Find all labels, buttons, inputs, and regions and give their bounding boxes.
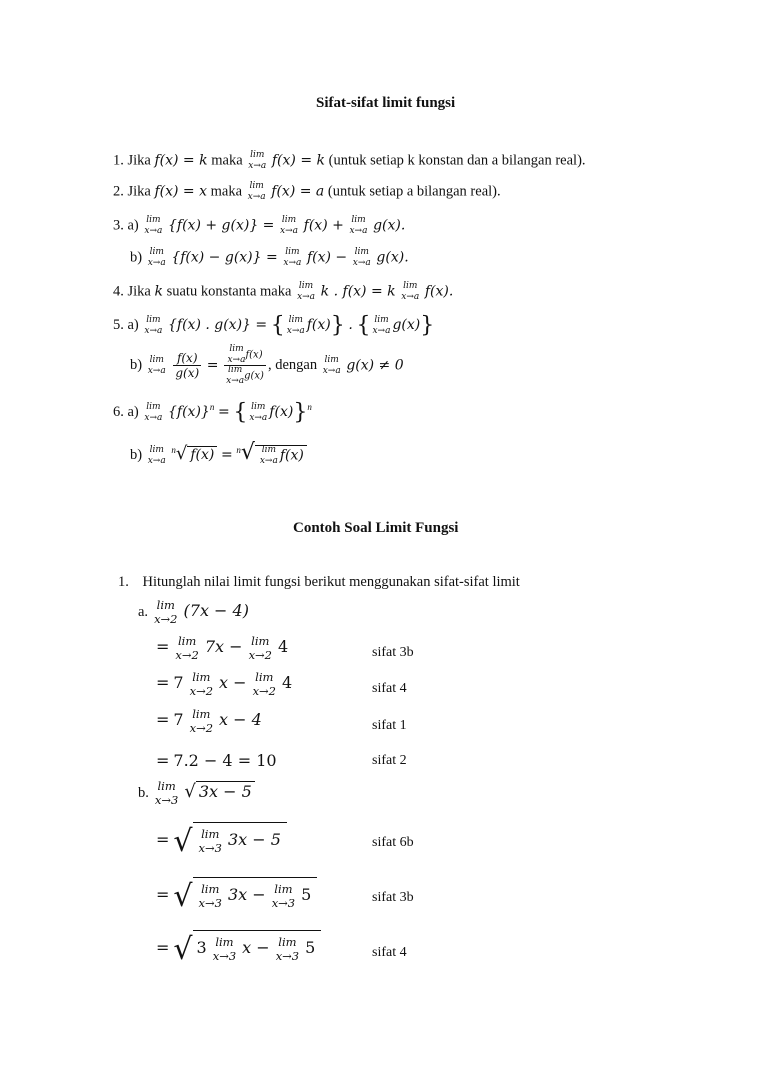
radical-icon: √ bbox=[240, 440, 255, 465]
section-title: Contoh Soal Limit Fungsi bbox=[293, 520, 459, 536]
step-b3: = √ 3 lim x→3 x − lim x→3 5 bbox=[156, 930, 321, 967]
property-5b: b) lim x→a $\frac{f(x)}{g(x)}$ = lim x→a f(x) lim x→a g(x) , dengan lim x→a g(x) ≠ 0 bbox=[130, 344, 404, 386]
example-a: a. lim x→2 (7x − 4) bbox=[138, 598, 249, 626]
limit-operator: lim x→2 bbox=[154, 598, 178, 626]
item-number: 4. bbox=[113, 283, 124, 300]
example-b: b. lim x→3 √ 3x − 5 bbox=[138, 781, 255, 806]
radical-icon: √ bbox=[173, 824, 193, 859]
item-number: 3. bbox=[113, 217, 124, 234]
property-5a: 5. a) lim x→a {f(x) . g(x)} = { lim x→a f(x)} . { lim x→a g(x)} bbox=[113, 313, 435, 338]
limit-operator: lim x→a bbox=[297, 281, 316, 302]
limit-operator: lim x→a bbox=[147, 247, 166, 268]
radical-icon: √ bbox=[173, 932, 193, 967]
limit-operator: lim x→a bbox=[144, 215, 163, 236]
page-title: Sifat-sifat limit fungsi bbox=[316, 95, 456, 111]
step-note: sifat 1 bbox=[372, 718, 407, 733]
fraction: $\frac{f(x)}{g(x)}$ bbox=[175, 351, 200, 380]
step-note: sifat 4 bbox=[372, 681, 407, 696]
limit-fraction: lim x→a f(x) lim x→a g(x) bbox=[226, 344, 264, 386]
step-a1: = lim x→2 7x − lim x→2 4 bbox=[156, 634, 289, 662]
item-number: 1. bbox=[118, 574, 129, 590]
property-4: 4. Jika k suatu konstanta maka lim x→a k . f(x) = k lim x→a f(x). bbox=[113, 281, 454, 302]
property-3b: b) lim x→a {f(x) − g(x)} = lim x→a f(x) − lim x→a g(x). bbox=[130, 247, 409, 268]
step-a2: = 7 lim x→2 x − lim x→2 4 bbox=[156, 670, 293, 698]
step-a3: = 7 lim x→2 x − 4 bbox=[156, 707, 262, 735]
limit-operator: lim x→a bbox=[248, 150, 267, 171]
step-a4: = 7.2 − 4 = 10 bbox=[156, 751, 277, 770]
limit-operator: lim x→a bbox=[147, 354, 166, 376]
radical-icon: √ bbox=[175, 443, 188, 464]
property-1: 1. Jika f(x) = k maka lim x→a f(x) = k (untuk setiap k konstan dan a bilangan real). bbox=[113, 150, 586, 171]
step-b1: = √ lim x→3 3x − 5 bbox=[156, 822, 287, 859]
property-6b: b) lim x→a $^n$√ f(x) = $^n$√ lim x→a f(x) bbox=[130, 440, 307, 466]
item-number: 6. bbox=[113, 403, 124, 420]
step-note: sifat 4 bbox=[372, 945, 407, 960]
property-6a: 6. a) lim x→a $\{f(x)\}^n$ = { lim x→a f(x)}$^n$ bbox=[113, 400, 312, 425]
limit-operator: lim x→3 bbox=[154, 779, 179, 807]
question-1: 1. Hitunglah nilai limit fungsi berikut menggunakan sifat-sifat limit bbox=[118, 574, 520, 590]
step-note: sifat 6b bbox=[372, 835, 414, 850]
radical-icon: √ bbox=[173, 879, 193, 914]
item-number: 2. bbox=[113, 183, 124, 200]
step-note: sifat 3b bbox=[372, 890, 414, 905]
radical-icon: √ bbox=[184, 781, 196, 803]
limit-operator: lim x→a bbox=[147, 444, 166, 466]
step-note: sifat 2 bbox=[372, 753, 407, 768]
property-2: 2. Jika f(x) = x maka lim x→a f(x) = a (untuk setiap a bilangan real). bbox=[113, 181, 501, 202]
limit-operator: lim x→a bbox=[144, 401, 163, 423]
step-note: sifat 3b bbox=[372, 645, 414, 660]
step-b2: = √ lim x→3 3x − lim x→3 5 bbox=[156, 877, 317, 914]
item-number: 5. bbox=[113, 316, 124, 333]
item-number: 1. bbox=[113, 152, 124, 169]
limit-operator: lim x→a bbox=[144, 314, 163, 336]
property-3a: 3. a) lim x→a {f(x) + g(x)} = lim x→a f(x) + lim x→a g(x). bbox=[113, 215, 406, 236]
limit-operator: lim x→a bbox=[247, 181, 266, 202]
